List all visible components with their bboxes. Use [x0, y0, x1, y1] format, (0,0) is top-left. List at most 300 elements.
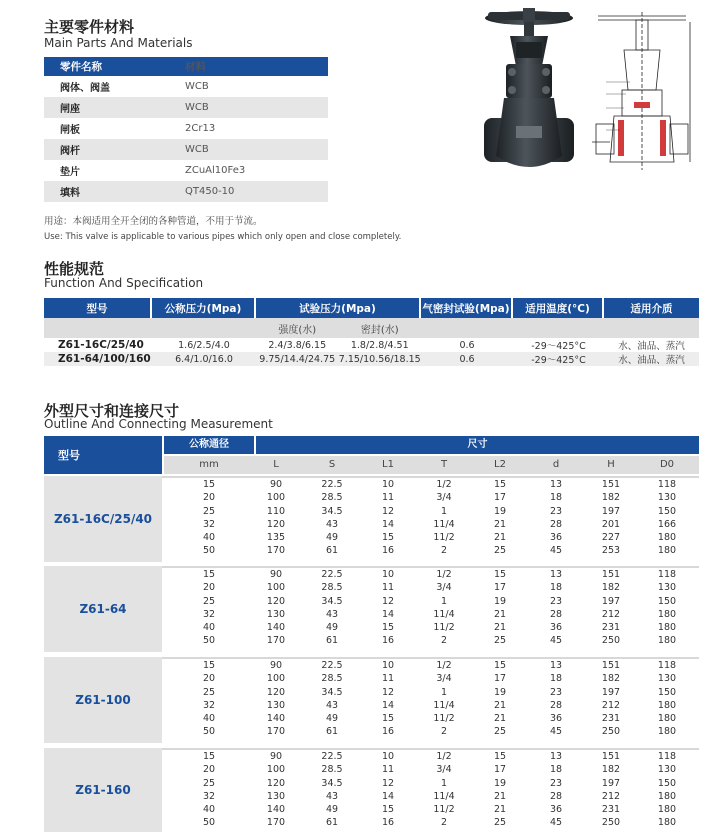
dim-cell: 120 — [266, 777, 286, 789]
dim-cell: 25 — [202, 686, 216, 698]
dim-cell: 150 — [657, 686, 677, 698]
dim-row — [164, 803, 699, 816]
dim-cell: 17 — [493, 582, 507, 594]
dim-cell: 61 — [325, 817, 339, 829]
dim-cell: 18 — [549, 673, 563, 685]
dim-cell: 15 — [493, 479, 507, 490]
dim-cell: 20 — [202, 764, 216, 776]
dim-cell: 12 — [381, 686, 395, 698]
dim-col-header: L1 — [382, 459, 394, 470]
dim-cell: 170 — [266, 817, 286, 829]
dim-cell: 2 — [440, 817, 448, 829]
dim-col-header: T — [440, 459, 448, 470]
dim-row — [164, 750, 699, 763]
dim-cell: 25 — [493, 635, 507, 647]
dim-col-header: mm — [199, 459, 219, 470]
dim-cell: 90 — [269, 751, 283, 762]
dim-cell: 18 — [549, 764, 563, 776]
spec-temperature: -29～425°C — [513, 352, 604, 366]
dim-cell: 19 — [493, 595, 507, 607]
dim-cell: 2 — [440, 726, 448, 738]
dim-cell: 36 — [549, 532, 563, 544]
dim-cell: 10 — [381, 569, 395, 580]
dim-row — [164, 621, 699, 634]
dim-cell: 130 — [266, 790, 286, 802]
dim-row — [164, 659, 699, 672]
dim-cell: 13 — [549, 569, 563, 580]
dim-cell: 180 — [657, 699, 677, 711]
dim-cell: 10 — [381, 479, 395, 490]
dim-cell: 36 — [549, 804, 563, 816]
dim-row — [164, 568, 699, 581]
dim-cell: 130 — [266, 608, 286, 620]
dim-cell: 140 — [266, 622, 286, 634]
spec-header-temperature: 适用温度(°C) — [513, 298, 604, 318]
dim-cell: 19 — [493, 777, 507, 789]
dim-model-group — [44, 748, 699, 832]
spec-strength-test: 2.4/3.8/6.15 — [268, 339, 327, 351]
dim-row — [164, 581, 699, 594]
dim-cell: 197 — [601, 777, 621, 789]
spec-row — [44, 352, 699, 366]
dim-cell: 14 — [381, 699, 395, 711]
dim-cell: 180 — [657, 608, 677, 620]
dim-cell: 13 — [549, 479, 563, 490]
spec-temperature: -29～425°C — [531, 341, 586, 352]
dim-cell: 2 — [440, 635, 448, 647]
dim-cell: 21 — [493, 804, 507, 816]
dim-cell: 250 — [601, 635, 621, 647]
dim-header-nominal-diameter: 公称通径 — [164, 436, 254, 454]
dim-cell: 21 — [493, 518, 507, 530]
dim-cell: 212 — [601, 790, 621, 802]
dim-cell: 197 — [601, 686, 621, 698]
spec-title-cn: 性能规范 — [44, 260, 105, 278]
dim-cell: 61 — [325, 545, 339, 557]
dim-cell: 120 — [266, 686, 286, 698]
spec-header-test-pressure: 试验压力(Mpa) — [256, 298, 421, 318]
dim-cell: 25 — [493, 817, 507, 829]
dim-cell: 11/2 — [433, 713, 455, 725]
dim-cell: 32 — [202, 608, 216, 620]
dim-cell: 11/4 — [433, 699, 455, 711]
dim-cell: 180 — [657, 635, 677, 647]
usage-note-cn: 用途：本阀适用全开全闭的各种管道，不用于节流。 — [44, 216, 263, 227]
dim-cell: 1 — [440, 686, 448, 698]
dim-cell: 49 — [325, 532, 339, 544]
dim-col-header: L — [273, 459, 279, 470]
dim-cell: 212 — [601, 608, 621, 620]
dim-model-name: Z61-16C/25/40 — [44, 476, 162, 562]
dim-cell: 120 — [266, 518, 286, 530]
dim-cell: 40 — [202, 622, 216, 634]
spec-seal-test: 1.8/2.8/4.51 — [350, 339, 409, 351]
materials-part-name: 闸座 — [44, 97, 184, 118]
dim-cell: 15 — [381, 713, 395, 725]
dim-cell: 90 — [269, 569, 283, 580]
dim-cell: 12 — [381, 505, 395, 517]
dim-row — [164, 790, 699, 803]
dim-cell: 151 — [601, 569, 621, 580]
dim-cell: 32 — [202, 790, 216, 802]
spec-air-seal-test: 0.6 — [421, 352, 513, 366]
dim-cell: 61 — [325, 726, 339, 738]
spec-title-en: Function And Specification — [44, 276, 204, 290]
dim-cell: 11/4 — [433, 608, 455, 620]
materials-row — [44, 160, 328, 181]
materials-row — [44, 118, 328, 139]
dim-cell: 49 — [325, 713, 339, 725]
dim-cell: 1/2 — [436, 660, 452, 671]
dim-cell: 43 — [325, 790, 339, 802]
dim-cell: 1/2 — [436, 479, 452, 490]
dim-cell: 50 — [202, 726, 216, 738]
dim-cell: 100 — [266, 764, 286, 776]
dim-cell: 182 — [601, 673, 621, 685]
dim-cell: 16 — [381, 726, 395, 738]
dim-cell: 140 — [266, 804, 286, 816]
dim-cell: 28 — [549, 699, 563, 711]
dim-cell: 43 — [325, 518, 339, 530]
dim-row — [164, 699, 699, 712]
valve-photo — [476, 6, 582, 178]
dim-row — [164, 505, 699, 518]
dim-cell: 32 — [202, 699, 216, 711]
dim-model-name: Z61-100 — [44, 657, 162, 743]
dim-cell: 49 — [325, 804, 339, 816]
dim-cell: 3/4 — [436, 492, 452, 504]
dim-cell: 150 — [657, 595, 677, 607]
dim-cell: 10 — [381, 751, 395, 762]
dim-cell: 17 — [493, 673, 507, 685]
dim-cell: 180 — [657, 713, 677, 725]
dim-title-en: Outline And Connecting Measurement — [44, 417, 273, 431]
spec-subheader-row — [44, 318, 699, 338]
dim-cell: 1 — [440, 505, 448, 517]
dim-cell: 11/2 — [433, 622, 455, 634]
dim-cell: 170 — [266, 726, 286, 738]
dim-cell: 11/4 — [433, 518, 455, 530]
materials-part-name: 阀杆 — [44, 139, 184, 160]
dim-cell: 170 — [266, 545, 286, 557]
dim-cell: 118 — [657, 751, 677, 762]
dim-cell: 11 — [381, 582, 395, 594]
dim-col-header: L2 — [494, 459, 506, 470]
dim-cell: 19 — [493, 686, 507, 698]
dim-cell: 11 — [381, 764, 395, 776]
dim-cell: 21 — [493, 713, 507, 725]
materials-row — [44, 97, 328, 118]
dim-cell: 18 — [549, 582, 563, 594]
dim-subheader-row — [164, 456, 699, 474]
dim-cell: 250 — [601, 817, 621, 829]
dim-cell: 16 — [381, 545, 395, 557]
dim-cell: 151 — [601, 479, 621, 490]
materials-material: ZCuAl10Fe3 — [185, 165, 246, 176]
dim-cell: 21 — [493, 790, 507, 802]
dim-cell: 50 — [202, 635, 216, 647]
spec-model: Z61-64/100/160 — [44, 352, 152, 366]
usage-note-en: Use: This valve is applicable to various pipes which only open and close completely. — [44, 232, 402, 242]
materials-part-name: 垫片 — [60, 167, 80, 178]
dim-cell: 11/4 — [433, 790, 455, 802]
dim-cell: 227 — [601, 532, 621, 544]
dim-cell: 28.5 — [321, 764, 343, 776]
spec-nominal-pressure: 1.6/2.5/4.0 — [178, 339, 230, 351]
spec-row — [44, 338, 699, 352]
dim-cell: 197 — [601, 595, 621, 607]
dim-cell: 43 — [325, 699, 339, 711]
dim-cell: 16 — [381, 635, 395, 647]
dim-cell: 201 — [601, 518, 621, 530]
dim-row — [164, 491, 699, 504]
dim-cell: 15 — [202, 751, 216, 762]
dim-cell: 15 — [202, 660, 216, 671]
dim-cell: 12 — [381, 777, 395, 789]
dim-cell: 11 — [381, 673, 395, 685]
dim-row — [164, 634, 699, 647]
dim-row — [164, 777, 699, 790]
materials-header-material: 材料 — [184, 57, 328, 76]
dim-cell: 61 — [325, 635, 339, 647]
dim-cell: 14 — [381, 608, 395, 620]
materials-part-name: 闸板 — [60, 125, 80, 136]
materials-title-cn: 主要零件材料 — [44, 18, 135, 36]
spec-medium: 水、油品、蒸汽 — [604, 352, 699, 366]
dim-cell: 130 — [657, 764, 677, 776]
dim-cell: 32 — [202, 518, 216, 530]
dim-cell: 151 — [601, 660, 621, 671]
dim-cell: 180 — [657, 532, 677, 544]
dim-cell: 180 — [657, 726, 677, 738]
materials-title-en: Main Parts And Materials — [44, 36, 193, 50]
dim-cell: 11/2 — [433, 804, 455, 816]
dim-cell: 231 — [601, 804, 621, 816]
dim-row — [164, 608, 699, 621]
dim-cell: 150 — [657, 505, 677, 517]
dim-cell: 36 — [549, 622, 563, 634]
dim-cell: 34.5 — [321, 686, 343, 698]
materials-header-row — [44, 57, 328, 76]
materials-row — [44, 181, 328, 202]
dim-cell: 118 — [657, 660, 677, 671]
dim-cell: 151 — [601, 751, 621, 762]
dim-cell: 11 — [381, 492, 395, 504]
spec-model: Z61-16C/25/40 — [58, 339, 144, 351]
dim-cell: 180 — [657, 804, 677, 816]
dim-cell: 20 — [202, 673, 216, 685]
dim-row — [164, 544, 699, 557]
dim-cell: 130 — [657, 492, 677, 504]
dim-cell: 110 — [266, 505, 286, 517]
dim-cell: 10 — [381, 660, 395, 671]
dim-cell: 45 — [549, 635, 563, 647]
dim-cell: 25 — [202, 595, 216, 607]
dim-cell: 212 — [601, 699, 621, 711]
dim-cell: 15 — [493, 569, 507, 580]
dim-cell: 170 — [266, 635, 286, 647]
dim-cell: 15 — [493, 660, 507, 671]
dim-cell: 253 — [601, 545, 621, 557]
dim-cell: 1/2 — [436, 751, 452, 762]
dim-cell: 22.5 — [321, 751, 343, 762]
dim-model-name: Z61-160 — [44, 748, 162, 832]
dim-header-model: 型号 — [44, 436, 162, 474]
dim-row — [164, 712, 699, 725]
dim-cell: 120 — [266, 595, 286, 607]
dim-cell: 34.5 — [321, 777, 343, 789]
dim-row — [164, 595, 699, 608]
dim-row — [164, 531, 699, 544]
dim-cell: 15 — [493, 751, 507, 762]
dim-cell: 23 — [549, 505, 563, 517]
materials-material: 2Cr13 — [185, 123, 216, 134]
dim-cell: 182 — [601, 492, 621, 504]
dim-cell: 3/4 — [436, 673, 452, 685]
dim-cell: 182 — [601, 764, 621, 776]
dim-cell: 40 — [202, 713, 216, 725]
dim-cell: 14 — [381, 790, 395, 802]
dim-cell: 15 — [202, 569, 216, 580]
dim-col-header: H — [607, 459, 615, 470]
dim-row — [164, 518, 699, 531]
spec-header-model: 型号 — [44, 298, 152, 318]
dim-cell: 22.5 — [321, 569, 343, 580]
dim-cell: 21 — [493, 622, 507, 634]
dim-cell: 25 — [493, 545, 507, 557]
dim-col-header: d — [552, 459, 560, 470]
materials-material: WCB — [184, 97, 328, 118]
dim-col-header: S — [328, 459, 336, 470]
dim-cell: 45 — [549, 726, 563, 738]
dim-cell: 1/2 — [436, 569, 452, 580]
dim-model-group — [44, 476, 699, 562]
dim-cell: 28.5 — [321, 492, 343, 504]
valve-cross-section-drawing — [590, 12, 694, 172]
dim-cell: 25 — [493, 726, 507, 738]
dim-cell: 21 — [493, 699, 507, 711]
materials-header-part: 零件名称 — [44, 57, 184, 76]
dim-cell: 16 — [381, 817, 395, 829]
dim-cell: 100 — [266, 673, 286, 685]
dim-cell: 231 — [601, 713, 621, 725]
materials-material: QT450-10 — [184, 181, 328, 202]
dim-cell: 14 — [381, 518, 395, 530]
dim-model-group — [44, 657, 699, 743]
dim-cell: 3/4 — [436, 582, 452, 594]
dim-row — [164, 478, 699, 491]
dim-cell: 231 — [601, 622, 621, 634]
dim-cell: 28 — [549, 608, 563, 620]
dim-cell: 150 — [657, 777, 677, 789]
dim-cell: 22.5 — [321, 660, 343, 671]
dim-cell: 43 — [325, 608, 339, 620]
dim-cell: 1 — [440, 595, 448, 607]
dim-col-header: D0 — [659, 459, 675, 470]
dim-cell: 13 — [549, 660, 563, 671]
dim-cell: 23 — [549, 777, 563, 789]
dim-title-cn: 外型尺寸和连接尺寸 — [44, 402, 180, 420]
dim-cell: 20 — [202, 492, 216, 504]
dim-cell: 180 — [657, 545, 677, 557]
dim-cell: 130 — [657, 673, 677, 685]
spec-header-nominal-pressure: 公称压力(Mpa) — [152, 298, 256, 318]
dim-cell: 49 — [325, 622, 339, 634]
spec-medium: 水、油品、蒸汽 — [618, 341, 685, 352]
dim-row — [164, 725, 699, 738]
dim-cell: 130 — [657, 582, 677, 594]
spec-air-seal-test: 0.6 — [459, 339, 475, 351]
dim-row — [164, 763, 699, 776]
spec-header-air-seal-test: 气密封试验(Mpa) — [421, 298, 513, 318]
dim-model-name: Z61-64 — [44, 566, 162, 652]
dim-header-size: 尺寸 — [256, 436, 699, 454]
dim-cell: 90 — [269, 660, 283, 671]
dim-row — [164, 672, 699, 685]
dim-cell: 25 — [202, 505, 216, 517]
dim-cell: 34.5 — [321, 505, 343, 517]
spec-table — [44, 298, 699, 366]
dim-cell: 13 — [549, 751, 563, 762]
dim-cell: 2 — [440, 545, 448, 557]
dim-cell: 45 — [549, 545, 563, 557]
dim-cell: 180 — [657, 790, 677, 802]
dim-cell: 15 — [381, 532, 395, 544]
dim-cell: 40 — [202, 804, 216, 816]
dim-cell: 15 — [202, 479, 216, 490]
dim-cell: 180 — [657, 817, 677, 829]
dim-cell: 90 — [269, 479, 283, 490]
dim-cell: 250 — [601, 726, 621, 738]
dim-cell: 19 — [493, 505, 507, 517]
spec-header-medium: 适用介质 — [604, 298, 699, 318]
dim-cell: 21 — [493, 608, 507, 620]
dim-cell: 100 — [266, 582, 286, 594]
spec-strength-test: 9.75/14.4/24.75 — [259, 353, 336, 365]
dim-model-group — [44, 566, 699, 652]
dim-cell: 166 — [657, 518, 677, 530]
spec-header-row — [44, 298, 699, 318]
materials-row — [44, 139, 328, 160]
dim-cell: 135 — [266, 532, 286, 544]
dim-cell: 17 — [493, 492, 507, 504]
dim-cell: 23 — [549, 686, 563, 698]
dim-cell: 140 — [266, 713, 286, 725]
spec-nominal-pressure: 6.4/1.0/16.0 — [152, 352, 256, 366]
dim-table-header — [44, 436, 699, 474]
dim-cell: 22.5 — [321, 479, 343, 490]
dim-row — [164, 686, 699, 699]
dim-cell: 28.5 — [321, 673, 343, 685]
dim-cell: 1 — [440, 777, 448, 789]
dim-cell: 118 — [657, 569, 677, 580]
dim-cell: 118 — [657, 479, 677, 490]
dim-cell: 21 — [493, 532, 507, 544]
dim-cell: 100 — [266, 492, 286, 504]
materials-part-name: 阀体、阀盖 — [60, 83, 110, 94]
dim-cell: 15 — [381, 804, 395, 816]
dim-cell: 45 — [549, 817, 563, 829]
dim-cell: 28 — [549, 518, 563, 530]
dim-cell: 197 — [601, 505, 621, 517]
dim-cell: 17 — [493, 764, 507, 776]
dim-cell: 180 — [657, 622, 677, 634]
dim-cell: 28.5 — [321, 582, 343, 594]
spec-seal-test: 7.15/10.56/18.15 — [338, 353, 421, 365]
materials-material: WCB — [185, 81, 209, 92]
dim-cell: 182 — [601, 582, 621, 594]
dim-cell: 18 — [549, 492, 563, 504]
